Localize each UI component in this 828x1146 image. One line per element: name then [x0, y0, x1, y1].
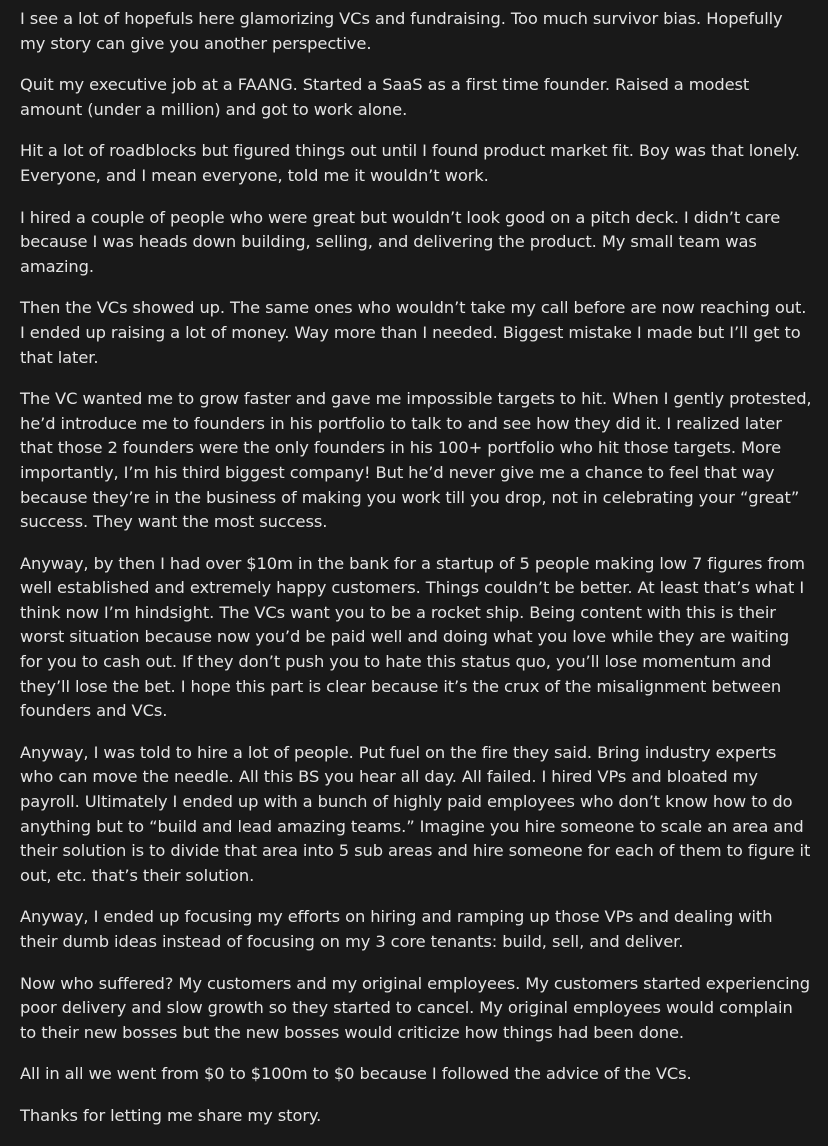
post-paragraph: Anyway, I was told to hire a lot of people. Put fuel on the fire they said. Bring industry experts who can move the needle. All this BS you hear all day. All failed. I hired VPs and bloated my payroll. Ultimately I ended up with a bunch of highly paid employees who don’t know how to do anything but to “build and lead amazing teams.” Imagine you hire someone to scale an area and their solution is to divide that area into 5 sub areas and hire someone for each of them to figure it out, etc. that’s their solution.: [20, 742, 811, 885]
post-paragraph: I see a lot of hopefuls here glamorizing VCs and fundraising. Too much survivor bias. Hopefully my story can give you another perspective.: [20, 9, 783, 53]
post-paragraph: The VC wanted me to grow faster and gave me impossible targets to hit. When I gently protested, he’d introduce me to founders in his portfolio to talk to and see how they did it. I realized later that those 2 founders were the only founders in his 100+ portfolio who hit those targets. More importantly, I’m his third biggest company! But he’d never give me a chance to feel that way because they’re in the business of making you work till you drop, not in celebrating your “great” success. They want the most success.: [20, 389, 812, 532]
post-paragraph: Now who suffered? My customers and my original employees. My customers started experiencing poor delivery and slow growth so they started to cancel. My original employees would complain to their new bosses but the new bosses would criticize how things had been done.: [20, 973, 811, 1042]
post-paragraph: Thanks for letting me share my story.: [20, 1105, 322, 1125]
post-paragraph: Anyway, by then I had over $10m in the bank for a startup of 5 people making low 7 figures from well established and extremely happy customers. Things couldn’t be better. At least that’s what I think now I’m hindsight. The VCs want you to be a rocket ship. Being content with this is their worst situation because now you’d be paid well and doing what you love while they are waiting for you to cash out. If they don’t push you to hate this status quo, you’ll lose momentum and they’ll lose the bet. I hope this part is clear because it’s the crux of the misalignment between founders and VCs.: [20, 553, 805, 721]
post-body: [20, 7, 812, 1146]
post-paragraph: I hired a couple of people who were great but wouldn’t look good on a pitch deck. I didn’t care because I was heads down building, selling, and delivering the product. My small team was amazing.: [20, 207, 781, 276]
post-paragraph: Quit my executive job at a FAANG. Started a SaaS as a first time founder. Raised a modest amount (under a million) and got to work alone.: [20, 75, 750, 119]
post-paragraph: Anyway, I ended up focusing my efforts on hiring and ramping up those VPs and dealing with their dumb ideas instead of focusing on my 3 core tenants: build, sell, and deliver.: [20, 907, 773, 951]
post-paragraph: Hit a lot of roadblocks but figured things out until I found product market fit. Boy was that lonely. Everyone, and I mean everyone, told me it wouldn’t work.: [20, 141, 800, 185]
post-paragraph: Then the VCs showed up. The same ones who wouldn’t take my call before are now reaching out. I ended up raising a lot of money. Way more than I needed. Biggest mistake I made but I’ll get to that later.: [20, 298, 807, 367]
post-paragraph: All in all we went from $0 to $100m to $0 because I followed the advice of the VCs.: [20, 1064, 692, 1084]
